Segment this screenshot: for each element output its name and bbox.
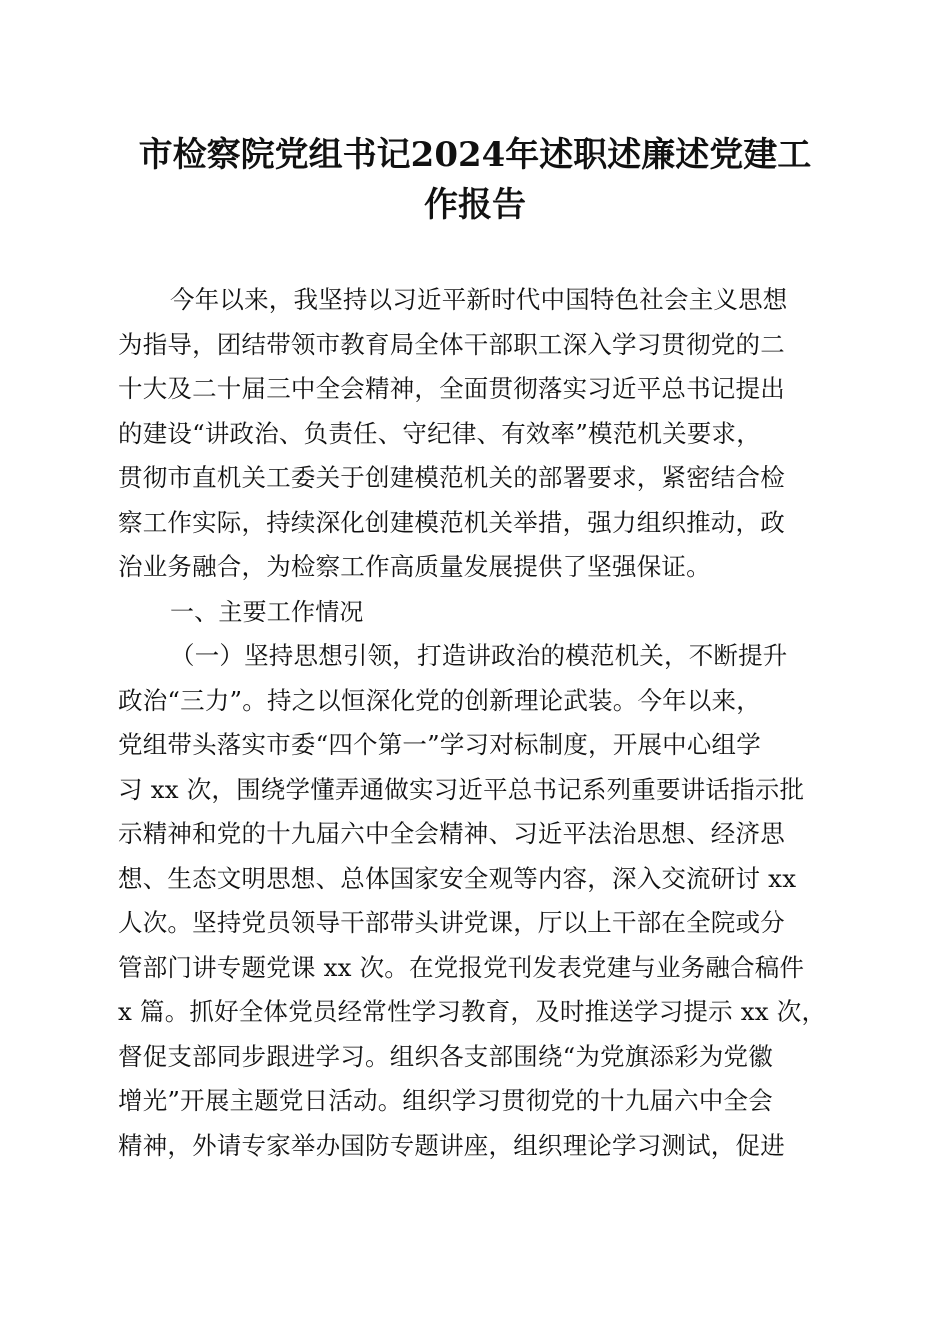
document-body: [118, 278, 834, 1168]
title-line: 作报告: [424, 185, 526, 225]
paragraph-line: 党组带头落实市委“四个第一”学习对标制度，开展中心组学: [118, 730, 761, 759]
paragraph-line: 增光”开展主题党日活动。组织学习贯彻党的十九届六中全会: [118, 1086, 773, 1115]
section-heading: 一、主要工作情况: [170, 597, 364, 626]
title-line: 市检察院党组书记2024年述职述廉述党建工: [138, 135, 812, 175]
paragraph-line: 示精神和党的十九届六中全会精神、习近平法治思想、经济思: [118, 819, 785, 848]
paragraph-line: 为指导，团结带领市教育局全体干部职工深入学习贯彻党的二: [118, 329, 785, 359]
paragraph-line: 今年以来，我坚持以习近平新时代中国特色社会主义思想: [170, 285, 788, 314]
paragraph-line: 习 xx 次，围绕学懂弄通做实习近平总书记系列重要讲话指示批: [118, 774, 805, 804]
paragraph-line: 的建设“讲政治、负责任、守纪律、有效率”模范机关要求，: [118, 418, 761, 448]
paragraph-line: 想、生态文明思想、总体国家安全观等内容，深入交流研讨 xx: [118, 863, 797, 893]
paragraph-line: 贯彻市直机关工委关于创建模范机关的部署要求，紧密结合检: [118, 463, 785, 492]
document-title: [110, 130, 840, 230]
paragraph-line: （一）坚持思想引领，打造讲政治的模范机关，不断提升: [170, 641, 788, 670]
paragraph-line: 政治“三力”。持之以恒深化党的创新理论武装。今年以来，: [118, 685, 761, 715]
paragraph-line: 治业务融合，为检察工作高质量发展提供了坚强保证。: [118, 552, 711, 581]
paragraph-line: 察工作实际，持续深化创建模范机关举措，强力组织推动，政: [118, 507, 785, 537]
paragraph-line: 管部门讲专题党课 xx 次。在党报党刊发表党建与业务融合稿件: [118, 952, 805, 982]
paragraph-line: 十大及二十届三中全会精神，全面贯彻落实习近平总书记提出: [118, 374, 785, 403]
paragraph-line: 人次。坚持党员领导干部带头讲党课，厅以上干部在全院或分: [118, 908, 785, 937]
paragraph-line: 督促支部同步跟进学习。组织各支部围绕“为党旗添彩为党徽: [118, 1041, 773, 1071]
paragraph-line: 精神，外请专家举办国防专题讲座，组织理论学习测试，促进: [118, 1130, 785, 1160]
paragraph-line: x 篇。抓好全体党员经常性学习教育，及时推送学习提示 xx 次，: [118, 997, 827, 1026]
